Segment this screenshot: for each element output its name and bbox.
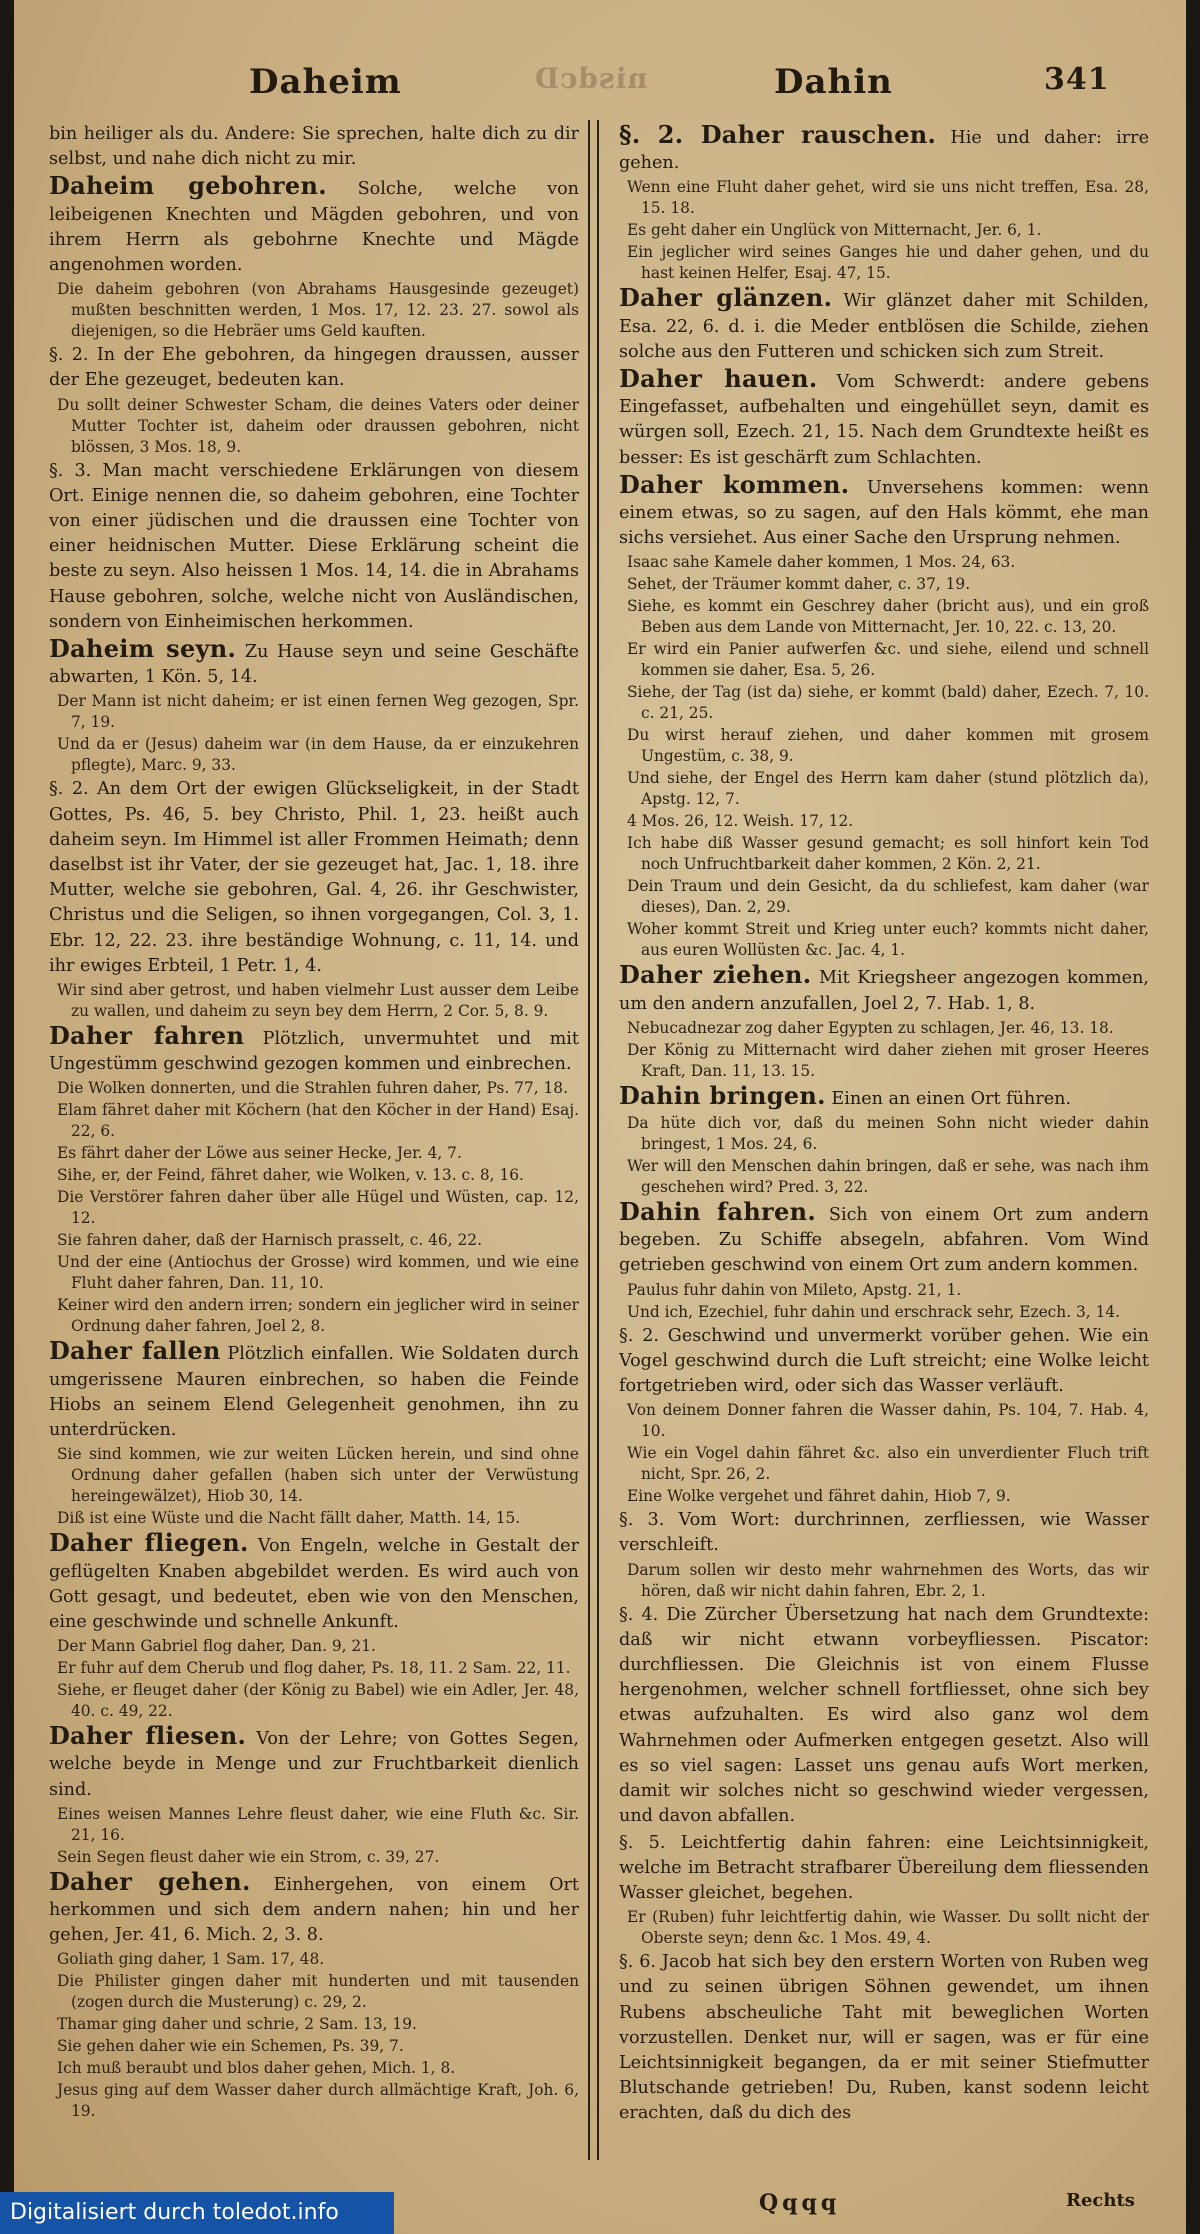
- entry-headword: Daher fahren: [49, 1021, 245, 1051]
- dictionary-entry: [619, 1080, 1149, 1112]
- entry-definition: Zu Hause seyn und seine Geschäfte abwarten, 1 Kön. 5, 14.: [49, 642, 579, 688]
- scripture-citation: Sein Segen fleust daher wie ein Strom, c. 39, 27.: [57, 1847, 440, 1866]
- paragraph: §. 3. Man macht verschiedene Erklärungen von diesem Ort. Einige nennen die, so daheim gebohren, eine Tochter von einer jüdischen und die draussen eine Tochter von einer heidnischen Mutter. Diese Erklärung scheint die beste zu seyn. Also heissen 1 Mos. 14, 14. die in Abrahams Hause gebohren, solche, welche nicht von Ausländischen, sondern von Einheimischen herkommen.: [49, 460, 579, 632]
- running-head-right: Dahin: [774, 62, 893, 102]
- entry-headword: Daher kommen.: [619, 469, 850, 499]
- page-number: 341: [1044, 62, 1110, 97]
- right-column: [619, 122, 1149, 2162]
- scripture-citation: Eine Wolke vergehet und fähret dahin, Hiob 7, 9.: [627, 1487, 1011, 1506]
- scripture-citation: Wir sind aber getrost, und haben vielmehr Lust ausser dem Leibe zu wallen, und daheim zu seyn bey dem Herrn, 2 Cor. 5, 8. 9.: [57, 981, 579, 1021]
- scripture-citation: Paulus fuhr dahin von Mileto, Apstg. 21, 1.: [627, 1280, 962, 1299]
- catchword: Rechts: [1066, 2190, 1135, 2211]
- entry-definition: Unversehens kommen: wenn einem etwas, so zu sagen, auf den Hals kömmt, ehe man sichs versiehet. Aus einer Sache den Ursprung nehmen.: [619, 477, 1149, 549]
- scripture-citation: Du sollt deiner Schwester Scham, die deines Vaters oder deiner Mutter Tochter ist, daheim oder draussen gebohren, nicht blössen, 3 Mos. 18, 9.: [57, 395, 579, 456]
- scripture-citation: Von deinem Donner fahren die Wasser dahin, Ps. 104, 7. Hab. 4, 10.: [627, 1401, 1149, 1441]
- signature-mark: Qqqq: [759, 2190, 841, 2216]
- scripture-citation: Du wirst herauf ziehen, und daher kommen mit grosem Ungestüm, c. 38, 9.: [627, 726, 1149, 766]
- entry-headword: Dahin bringen.: [619, 1080, 826, 1110]
- entry-headword: Daher fallen: [49, 1336, 221, 1366]
- scripture-citation: Sehet, der Träumer kommt daher, c. 37, 19.: [627, 575, 971, 594]
- entry-definition: Wir glänzet daher mit Schilden, Esa. 22, 6. d. i. die Meder entblösen die Schilde, ziehen solche aus den Futteren und schicken sich zum Streit.: [619, 291, 1149, 362]
- dictionary-entry: [49, 173, 579, 278]
- scripture-citation: Sihe, er, der Feind, fähret daher, wie Wolken, v. 13. c. 8, 16.: [57, 1166, 524, 1185]
- entry-headword: Daheim gebohren.: [49, 171, 327, 201]
- entry-headword: Dahin fahren.: [619, 1197, 816, 1227]
- scripture-citation: Isaac sahe Kamele daher kommen, 1 Mos. 24, 63.: [627, 553, 1016, 572]
- scripture-citation: Der Mann ist nicht daheim; er ist einen fernen Weg gezogen, Spr. 7, 19.: [57, 692, 579, 732]
- scripture-citation: Da hüte dich vor, daß du meinen Sohn nicht wieder dahin bringest, 1 Mos. 24, 6.: [627, 1114, 1149, 1154]
- entry-headword: Daheim seyn.: [49, 634, 237, 664]
- paragraph: §. 3. Vom Wort: durchrinnen, zerfliessen, wie Wasser verschleift.: [619, 1510, 1149, 1556]
- column-rule: [588, 120, 599, 2160]
- scripture-citation: Diß ist eine Wüste und die Nacht fällt daher, Matth. 14, 15.: [57, 1509, 521, 1528]
- dictionary-entry: [619, 285, 1149, 365]
- scripture-citation: Die Verstörer fahren daher über alle Hügel und Wüsten, cap. 12, 12.: [57, 1188, 579, 1228]
- left-column: [49, 122, 579, 2162]
- scripture-citation: Und ich, Ezechiel, fuhr dahin und erschrack sehr, Ezech. 3, 14.: [627, 1302, 1121, 1321]
- dictionary-entry: [49, 636, 579, 690]
- scripture-citation: Siehe, er fleuget daher (der König zu Babel) wie ein Adler, Jer. 48, 40. c. 49, 22.: [57, 1681, 579, 1721]
- entry-headword: Daher hauen.: [619, 364, 818, 394]
- entry-headword: §. 2. Daher rauschen.: [619, 122, 937, 149]
- scripture-citation: Er wird ein Panier aufwerfen &c. und siehe, eilend und schnell kommen sie daher, Esa. 5, 26.: [627, 640, 1149, 680]
- dictionary-entry: [49, 1338, 579, 1443]
- running-head-left: Daheim: [249, 62, 402, 102]
- scripture-citation: Woher kommt Streit und Krieg unter euch? kommts nicht daher, aus euren Wollüsten &c. Jac. 4, 1.: [627, 920, 1149, 960]
- digitization-footer: Digitalisiert durch toledot.info: [0, 2192, 394, 2234]
- scripture-citation: Nebucadnezar zog daher Egypten zu schlagen, Jer. 46, 13. 18.: [627, 1018, 1114, 1037]
- scripture-citation: Die Wolken donnerten, und die Strahlen fuhren daher, Ps. 77, 18.: [57, 1079, 568, 1098]
- entry-definition: Plötzlich einfallen. Wie Soldaten durch umgerissene Mauren einbrechen, so haben die Feinde Hiobs an seinem Elend Gelegenheit genohmen, ihn zu unterdrücken.: [49, 1344, 579, 1441]
- scripture-citation: Wie ein Vogel dahin fähret &c. also ein unverdienter Fluch trift nicht, Spr. 26, 2.: [627, 1444, 1149, 1484]
- entry-headword: Daher ziehen.: [619, 960, 812, 990]
- scripture-citation: Ich muß beraubt und blos daher gehen, Mich. 1, 8.: [57, 2059, 456, 2078]
- scripture-citation: Siehe, es kommt ein Geschrey daher (bricht aus), und ein groß Beben aus dem Lande von Mitternacht, Jer. 10, 22. c. 13, 20.: [627, 597, 1149, 637]
- scripture-citation: Goliath ging daher, 1 Sam. 17, 48.: [57, 1950, 325, 1969]
- dictionary-entry: [49, 1866, 579, 1949]
- scripture-citation: Er (Ruben) fuhr leichtfertig dahin, wie Wasser. Du sollt nicht der Oberste seyn; denn &c. 1 Mos. 49, 4.: [627, 1908, 1149, 1948]
- scripture-citation: Thamar ging daher und schrie, 2 Sam. 13, 19.: [57, 2015, 417, 2034]
- entry-definition: Plötzlich, unvermuhtet und mit Ungestümm geschwind gezogen kommen und einbrechen.: [49, 1029, 579, 1075]
- entry-definition: Mit Kriegsheer angezogen kommen, um den andern anzufallen, Joel 2, 7. Hab. 1, 8.: [619, 968, 1149, 1014]
- entry-definition: Sich von einem Ort zum andern begeben. Zu Schiffe absegeln, abfahren. Vom Wind getrieben geschwind von einem Ort zum andern kommen.: [619, 1205, 1149, 1276]
- scripture-citation: Und siehe, der Engel des Herrn kam daher (stund plötzlich da), Apstg. 12, 7.: [627, 769, 1149, 809]
- entry-definition: Von der Lehre; von Gottes Segen, welche beyde in Menge und zur Fruchtbarkeit dienlich sind.: [49, 1729, 579, 1800]
- entry-definition: Einen an einen Ort führen.: [831, 1088, 1072, 1109]
- scripture-citation: Sie fahren daher, daß der Harnisch prasselt, c. 46, 22.: [57, 1231, 482, 1250]
- scripture-citation: Siehe, der Tag (ist da) siehe, er kommt (bald) daher, Ezech. 7, 10. c. 21, 25.: [627, 683, 1149, 723]
- dictionary-entry: [619, 962, 1149, 1016]
- entry-definition: Hie und daher: irre gehen.: [619, 128, 1149, 174]
- scripture-citation: Der König zu Mitternacht wird daher ziehen mit groser Heeres Kraft, Dan. 11, 13. 15.: [627, 1040, 1149, 1080]
- book-page: [14, 0, 1186, 2234]
- paragraph: §. 6. Jacob hat sich bey den erstern Worten von Ruben weg und zu seinen übrigen Söhnen gewendet, um ihnen Rubens abscheuliche Taht mit beweglichen Worten vorzustellen. Denket nur, will er sagen, was er für eine Leichtsinnigkeit begangen, da er mit seiner Stiefmutter Blutschande getrieben! Du, Ruben, kanst sodenn leicht erachten, daß du dich des: [619, 1952, 1149, 2124]
- scripture-citation: Dein Traum und dein Gesicht, da du schliefest, kam daher (war dieses), Dan. 2, 29.: [627, 877, 1149, 917]
- scripture-citation: Eines weisen Mannes Lehre fleust daher, wie eine Fluth &c. Sir. 21, 16.: [57, 1804, 579, 1844]
- dictionary-entry: [49, 1530, 579, 1635]
- scripture-citation: 4 Mos. 26, 12. Weish. 17, 12.: [627, 812, 854, 831]
- dictionary-entry: [619, 469, 1149, 552]
- scripture-citation: Der Mann Gabriel flog daher, Dan. 9, 21.: [57, 1637, 376, 1656]
- scripture-citation: Wer will den Menschen dahin bringen, daß er sehe, was nach ihm geschehen wird? Pred. 3, 22.: [627, 1157, 1149, 1197]
- entry-headword: Daher fliesen.: [49, 1721, 247, 1751]
- scripture-citation: Sie sind kommen, wie zur weiten Lücken herein, und sind ohne Ordnung daher gefallen (haben sich unter der Verwüstung hereingewälzet), Hiob 30, 14.: [57, 1445, 579, 1506]
- paragraph: §. 2. An dem Ort der ewigen Glückseligkeit, in der Stadt Gottes, Ps. 46, 5. bey Christo, Phil. 1, 23. heißt auch daheim seyn. Im Himmel ist aller Frommen Heimath; denn daselbst ist ihr Vater, der sie gezeuget hat, Jac. 1, 18. ihre Mutter, welche sie gebohren, Gal. 4, 26. ihr Geschwister, Christus und die Seligen, so ihnen vorgegangen, Col. 3, 1. Ebr. 12, 22. 23. ihre beständige Wohnung, c. 11, 14. und ihr ewiges Erbteil, 1 Petr. 1, 4.: [49, 779, 579, 976]
- paragraph: §. 4. Die Zürcher Übersetzung hat nach dem Grundtexte: daß wir nicht etwann vorbeyfliessen. Piscator: durchfliessen. Die Gleichnis ist von einem Flusse hergenohmen, welcher schnell fortfliesset, ohne sich bey etwas aufzuhalten. Es wird also ganz wol dem Wahrnehmen oder Aufmerken entgegen gesetzt. Also will es so viel sagen: Lasset uns genau aufs Wort merken, damit wir solches nicht so geschwind wieder vergessen, und davon abfallen.: [619, 1604, 1149, 1827]
- scripture-citation: Ich habe diß Wasser gesund gemacht; es soll hinfort kein Tod noch Unfruchtbarkeit daher kommen, 2 Kön. 2, 21.: [627, 834, 1149, 874]
- dictionary-entry: [619, 366, 1149, 471]
- scripture-citation: Es geht daher ein Unglück von Mitternacht, Jer. 6, 1.: [627, 221, 1042, 240]
- scripture-citation: Darum sollen wir desto mehr wahrnehmen des Worts, das wir hören, daß wir nicht dahin fahren, Ebr. 2, 1.: [627, 1560, 1149, 1600]
- scripture-citation: Es fährt daher der Löwe aus seiner Hecke, Jer. 4, 7.: [57, 1144, 462, 1163]
- scripture-citation: Und da er (Jesus) daheim war (in dem Hause, da er einzukehren pflegte), Marc. 9, 33.: [57, 735, 579, 775]
- entry-definition: Einhergehen, von einem Ort herkommen und sich dem andern nahen; hin und her gehen, Jer. 41, 6. Mich. 2, 3. 8.: [49, 1874, 579, 1946]
- entry-headword: Daher gehen.: [49, 1866, 251, 1896]
- scripture-citation: Sie gehen daher wie ein Schemen, Ps. 39, 7.: [57, 2037, 404, 2056]
- entry-headword: Daher fliegen.: [49, 1528, 249, 1558]
- scripture-citation: Er fuhr auf dem Cherub und flog daher, Ps. 18, 11. 2 Sam. 22, 11.: [57, 1659, 571, 1678]
- scripture-citation: Wenn eine Fluht daher gehet, wird sie uns nicht treffen, Esa. 28, 15. 18.: [627, 178, 1149, 218]
- show-through-text: nisdcD: [534, 62, 648, 95]
- entry-definition: Von Engeln, welche in Gestalt der geflügelten Knaben abgebildet werden. Es wird auch von Gott gesagt, und bedeutet, eben wie von den Menschen, eine geschwinde und schnelle Ankunft.: [49, 1536, 579, 1632]
- paragraph: §. 2. Geschwind und unvermerkt vorüber gehen. Wie ein Vogel geschwind durch die Luft streicht; eine Wolke leicht fortgetrieben wird, oder sich das Wasser verläuft.: [619, 1325, 1149, 1397]
- paragraph: §. 5. Leichtfertig dahin fahren: eine Leichtsinnigkeit, welche im Betracht strafbarer Übereilung dem fliessenden Wasser gleichet, begehen.: [619, 1832, 1149, 1903]
- entry-definition: Solche, welche von leibeigenen Knechten und Mägden gebohren, und von ihrem Herrn als gebohrne Knechte und Mägde angenohmen worden.: [49, 179, 579, 276]
- dictionary-entry: [619, 122, 1149, 176]
- dictionary-entry: [49, 1723, 579, 1803]
- dictionary-entry: [619, 1199, 1149, 1279]
- paragraph: §. 2. In der Ehe gebohren, da hingegen draussen, ausser der Ehe gezeuget, bedeuten kan.: [49, 345, 579, 391]
- scripture-citation: Ein jeglicher wird seines Ganges hie und daher gehen, und du hast keinen Helfer, Esaj. 47, 15.: [627, 243, 1149, 283]
- scripture-citation: Die Philister gingen daher mit hunderten und mit tausenden (zogen durch die Musterung) c. 29, 2.: [57, 1972, 579, 2012]
- scripture-citation: Und der eine (Antiochus der Grosse) wird kommen, und wie eine Fluht daher fahren, Dan. 11, 10.: [57, 1253, 579, 1293]
- scripture-citation: Die daheim gebohren (von Abrahams Hausgesinde gezeuget) mußten beschnitten werden, 1 Mos. 17, 12. 23. 27. sowol als diejenigen, so die Hebräer ums Geld kauften.: [57, 280, 579, 341]
- entry-headword: Daher glänzen.: [619, 283, 833, 313]
- scripture-citation: Elam fähret daher mit Köchern (hat den Köcher in der Hand) Esaj. 22, 6.: [57, 1101, 579, 1141]
- paragraph: bin heiliger als du. Andere: Sie sprechen, halte dich zu dir selbst, und nahe dich nicht zu mir.: [49, 124, 579, 170]
- scripture-citation: Jesus ging auf dem Wasser daher durch allmächtige Kraft, Joh. 6, 19.: [57, 2081, 579, 2121]
- entry-definition: Vom Schwerdt: andere gebens Eingefasset, aufbehalten und eingehüllet seyn, damit es würgen soll, Ezech. 21, 15. Nach dem Grundtexte heißt es besser: Es ist geschärft zum Schlachten.: [619, 372, 1149, 468]
- scripture-citation: Keiner wird den andern irren; sondern ein jeglicher wird in seiner Ordnung daher fahren, Joel 2, 8.: [57, 1296, 579, 1336]
- dictionary-entry: [49, 1023, 579, 1077]
